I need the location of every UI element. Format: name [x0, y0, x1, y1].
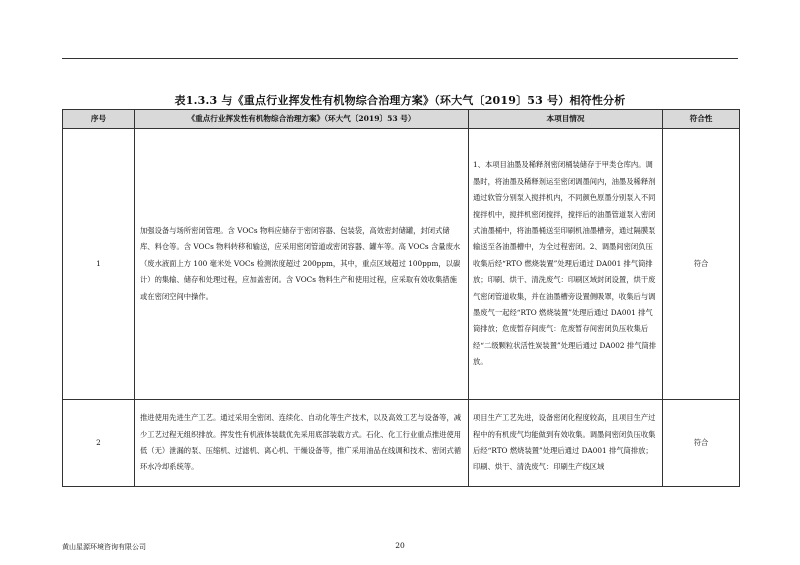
header-situation: 本项目情况 — [469, 110, 663, 129]
header-conformity: 符合性 — [663, 110, 740, 129]
table-row — [63, 129, 740, 400]
header-rule — [62, 58, 738, 59]
header-index: 序号 — [63, 110, 135, 129]
row-conformity: 符合 — [663, 129, 740, 400]
row-index: 1 — [63, 129, 135, 400]
page-number: 20 — [395, 541, 405, 550]
table-row — [63, 400, 740, 487]
row-situation: 1、本项目油墨及稀释剂密闭桶装储存于甲类仓库内。调墨时，将油墨及稀释剂运至密闭调墨间内，油墨及稀释剂通过软管分别泵入搅拌机内，不同颜色原墨分别泵入不同搅拌机中，搅拌机密闭搅拌，搅拌后的油墨管道泵入密闭式油墨桶中，将油墨桶送至印刷机油墨槽旁，通过隔膜泵输送至各油墨槽中，为全过程密闭。2、调墨间密闭负压收集后经“RTO 燃烧装置”处理后通过 DA001 排气筒排放；印刷、烘干、清洗废气：印刷区域封闭设置，烘干废气密闭管道收集，并在油墨槽旁设置侧吸罩，收集后与调墨废气一起经“RTO 燃烧装置”处理后通过 DA001 排气筒排放；危废暂存间废气：危废暂存间密闭负压收集后经“二级颗粒状活性炭装置”处理后通过 DA002 排气筒排放。 — [469, 129, 663, 400]
table-header-row — [63, 110, 740, 129]
row-requirement: 加强设备与场所密闭管理。含 VOCs 物料应储存于密闭容器、包装袋，高效密封储罐，封闭式储库、料仓等。含 VOCs 物料转移和输送，应采用密闭管道或密闭容器、罐车等。高 VOCs 含量废水（废水液面上方 100 毫米处 VOCs 检测浓度超过 200ppm，其中，重点区域超过 100ppm，以碳计）的集输、储存和处理过程，应加盖密闭。含 VOCs 物料生产和使用过程，应采取有效收集措施或在密闭空间中操作。 — [135, 129, 469, 400]
conformity-table — [62, 109, 740, 487]
row-conformity: 符合 — [663, 400, 740, 487]
table-title: 表1.3.3 与《重点行业挥发性有机物综合治理方案》（环大气〔2019〕53 号）相符性分析 — [174, 94, 626, 107]
header-requirement: 《重点行业挥发性有机物综合治理方案》（环大气〔2019〕53 号） — [135, 110, 469, 129]
footer-company: 黄山星源环境咨询有限公司 — [62, 543, 146, 551]
row-requirement: 推进使用先进生产工艺。通过采用全密闭、连续化、自动化等生产技术，以及高效工艺与设备等，减少工艺过程无组织排放。挥发性有机液体装载优先采用底部装载方式。石化、化工行业重点推进使用低（无）泄漏的泵、压缩机、过滤机、离心机、干燥设备等，推广采用油品在线调和技术、密闭式循环水冷却系统等。 — [135, 400, 469, 487]
row-index: 2 — [63, 400, 135, 487]
row-situation: 项目生产工艺先进，设备密闭化程度较高，且项目生产过程中的有机废气均能做到有效收集。调墨间密闭负压收集后经“RTO 燃烧装置”处理后通过 DA001 排气筒排放；印刷、烘干、清洗废气：印刷生产线区域 — [469, 400, 663, 487]
